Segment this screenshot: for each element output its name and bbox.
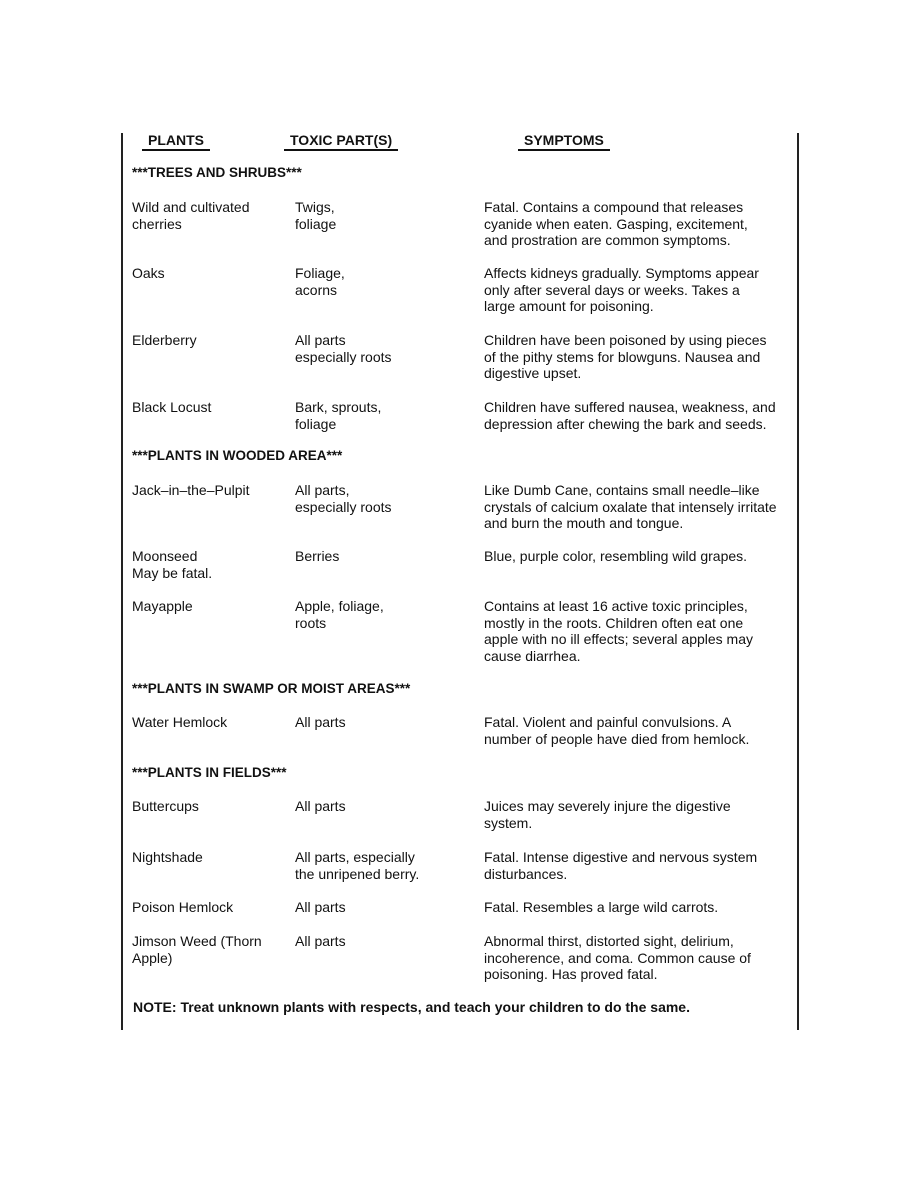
toxic-part: All parts [295,933,346,949]
header-toxic-parts: TOXIC PART(S) [284,131,398,149]
plant-name: Elderberry [132,332,197,348]
plant-name: Black Locust [132,399,212,415]
plant-name: Poison Hemlock [132,899,234,915]
toxic-part: Foliage, acorns [295,265,345,298]
toxic-part: All parts [295,714,346,730]
symptom-text: Affects kidneys gradually. Symptoms appear only after several days or weeks. Takes a large amount for poisoning. [484,265,759,315]
plant-name: Mayapple [132,598,193,614]
symptom-text: Juices may severely injure the digestive system. [484,798,731,831]
plant-name: Oaks [132,265,165,281]
symptom-text: Fatal. Intense digestive and nervous system disturbances. [484,849,758,882]
toxic-part: Twigs, foliage [295,199,337,232]
symptom-text: Children have suffered nausea, weakness, and depression after chewing the bark and seeds. [484,399,776,432]
toxic-part: Bark, sprouts, foliage [295,399,382,432]
plant-name: Wild and cultivated cherries [132,199,250,232]
plant-name: Jack–in–the–Pulpit [132,482,250,498]
right-border-line [797,133,799,1030]
header-plants: PLANTS [142,131,210,149]
section-title: ***PLANTS IN FIELDS*** [132,765,287,780]
plant-name: Jimson Weed (Thorn Apple) [132,933,262,966]
toxic-part: Berries [295,548,340,564]
plant-name: Buttercups [132,798,199,814]
left-border-line [121,133,123,1030]
symptom-text: Like Dumb Cane, contains small needle–like crystals of calcium oxalate that intensely irritate and burn the mouth and tongue. [484,482,777,532]
section-title: ***PLANTS IN WOODED AREA*** [132,448,343,463]
section-title: ***TREES AND SHRUBS*** [132,165,302,180]
symptom-text: Fatal. Resembles a large wild carrots. [484,899,719,915]
symptom-text: Fatal. Contains a compound that releases cyanide when eaten. Gasping, excitement, and prostration are common symptoms. [484,199,748,249]
toxic-part: All parts, especially the unripened berry. [295,849,420,882]
header-symptoms: SYMPTOMS [518,131,610,149]
note-text: NOTE: Treat unknown plants with respects, and teach your children to do the same. [133,999,690,1015]
toxic-part: All parts [295,899,346,915]
symptom-text: Blue, purple color, resembling wild grapes. [484,548,748,564]
toxic-part: All parts especially roots [295,332,392,365]
symptom-text: Abnormal thirst, distorted sight, delirium, incoherence, and coma. Common cause of poisoning. Has proved fatal. [484,933,751,983]
plant-name: Moonseed May be fatal. [132,548,213,581]
plant-name: Water Hemlock [132,714,228,730]
toxic-part: All parts, especially roots [295,482,392,515]
plant-name: Nightshade [132,849,203,865]
symptom-text: Fatal. Violent and painful convulsions. A number of people have died from hemlock. [484,714,750,747]
symptom-text: Contains at least 16 active toxic principles, mostly in the roots. Children often eat one apple with no ill effects; several apples may cause diarrhea. [484,598,753,665]
toxic-part: All parts [295,798,346,814]
section-title: ***PLANTS IN SWAMP OR MOIST AREAS*** [132,681,411,696]
symptom-text: Children have been poisoned by using pieces of the pithy stems for blowguns. Nausea and digestive upset. [484,332,767,382]
toxic-part: Apple, foliage, roots [295,598,384,631]
